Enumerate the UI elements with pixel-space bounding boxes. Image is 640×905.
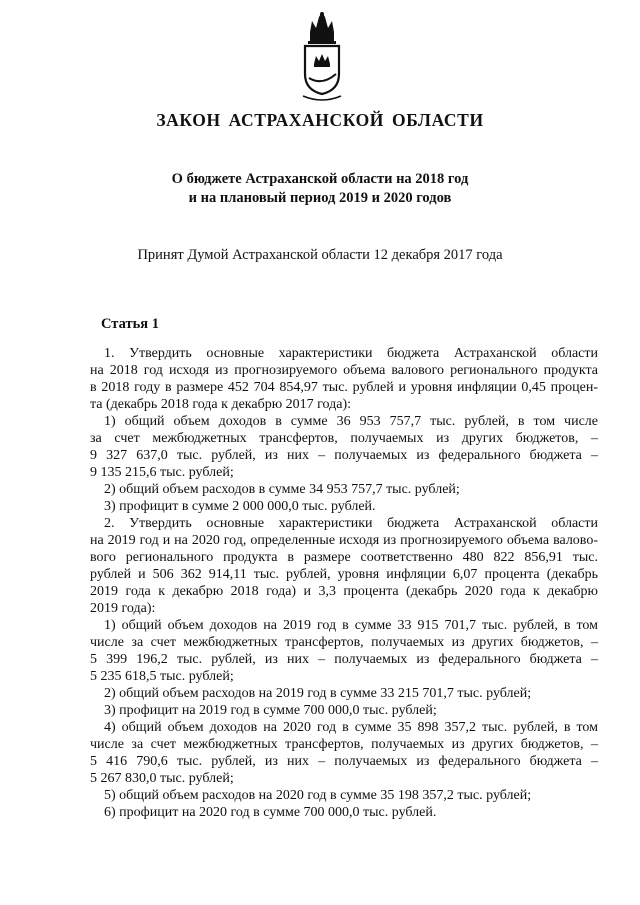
body-line: 4) общий объем доходов на 2020 год в сумме 35 898 357,2 тыс. рублей, в том bbox=[104, 720, 598, 735]
body-line: 1. Утвердить основные характеристики бюджета Астраханской области bbox=[104, 346, 598, 361]
body-line: 5 416 790,6 тыс. рублей, из них – получаемых из федерального бюджета – bbox=[90, 754, 598, 769]
law-subject bbox=[0, 170, 640, 208]
adoption-note: Принят Думой Астраханской области 12 декабря 2017 года bbox=[137, 247, 503, 263]
body-line: 5 399 196,2 тыс. рублей, из них – получаемых из федерального бюджета – bbox=[90, 652, 598, 667]
body-line: числе за счет межбюджетных трансфертов, получаемых из других бюджетов, – bbox=[90, 737, 598, 752]
body-line: 2. Утвердить основные характеристики бюджета Астраханской области bbox=[104, 516, 598, 531]
body-line: 9 327 637,0 тыс. рублей, из них – получаемых из федерального бюджета – bbox=[90, 448, 598, 463]
subject-line-1: О бюджете Астраханской области на 2018 год bbox=[171, 171, 469, 187]
article-body bbox=[90, 345, 598, 821]
body-line: рублей и 506 362 914,11 тыс. рублей, уровня инфляции 6,07 процента (декабрь bbox=[90, 567, 598, 582]
body-line: в 2018 году в размере 452 704 854,97 тыс. рублей и уровня инфляции 0,45 процен- bbox=[90, 380, 598, 395]
body-line: на 2018 год исходя из прогнозируемого объема валового регионального продукта bbox=[90, 363, 598, 378]
body-line: числе за счет межбюджетных трансфертов, получаемых из других бюджетов, – bbox=[90, 635, 598, 650]
body-line: 5 235 618,5 тыс. рублей; bbox=[90, 669, 234, 684]
subject-line-2: и на плановый период 2019 и 2020 годов bbox=[188, 190, 452, 206]
astrakhan-coat-of-arms-icon bbox=[297, 12, 347, 104]
body-line: 3) профицит на 2019 год в сумме 700 000,0 тыс. рублей; bbox=[104, 703, 437, 718]
body-line: 2019 года к декабрю 2018 года) и 3,3 процента (декабрь 2020 года к декабрю bbox=[90, 584, 598, 599]
body-line: 2) общий объем расходов в сумме 34 953 757,7 тыс. рублей; bbox=[104, 482, 460, 497]
body-line: вого регионального продукта в размере соответственно 480 822 856,91 тыс. bbox=[90, 550, 598, 565]
body-line: та (декабрь 2018 года к декабрю 2017 года): bbox=[90, 397, 352, 412]
body-line: 1) общий объем доходов на 2019 год в сумме 33 915 701,7 тыс. рублей, в том bbox=[104, 618, 598, 633]
law-title: ЗАКОН АСТРАХАНСКОЙ ОБЛАСТИ bbox=[156, 110, 484, 130]
body-line: 6) профицит на 2020 год в сумме 700 000,0 тыс. рублей. bbox=[104, 805, 437, 820]
body-line: 2019 года): bbox=[90, 601, 156, 616]
body-line: 9 135 215,6 тыс. рублей; bbox=[90, 465, 234, 480]
body-line: 5 267 830,0 тыс. рублей; bbox=[90, 771, 234, 786]
body-line: 3) профицит в сумме 2 000 000,0 тыс. рублей. bbox=[104, 499, 376, 514]
body-line: 2) общий объем расходов на 2019 год в сумме 33 215 701,7 тыс. рублей; bbox=[104, 686, 532, 701]
body-line: за счет межбюджетных трансфертов, получаемых из других бюджетов, – bbox=[90, 431, 598, 446]
article-heading: Статья 1 bbox=[101, 316, 159, 332]
body-line: 1) общий объем доходов в сумме 36 953 757,7 тыс. рублей, в том числе bbox=[104, 414, 598, 429]
body-line: 5) общий объем расходов на 2020 год в сумме 35 198 357,2 тыс. рублей; bbox=[104, 788, 532, 803]
body-line: на 2019 год и на 2020 год, определенные исходя из прогнозируемого объема валово- bbox=[90, 533, 598, 548]
